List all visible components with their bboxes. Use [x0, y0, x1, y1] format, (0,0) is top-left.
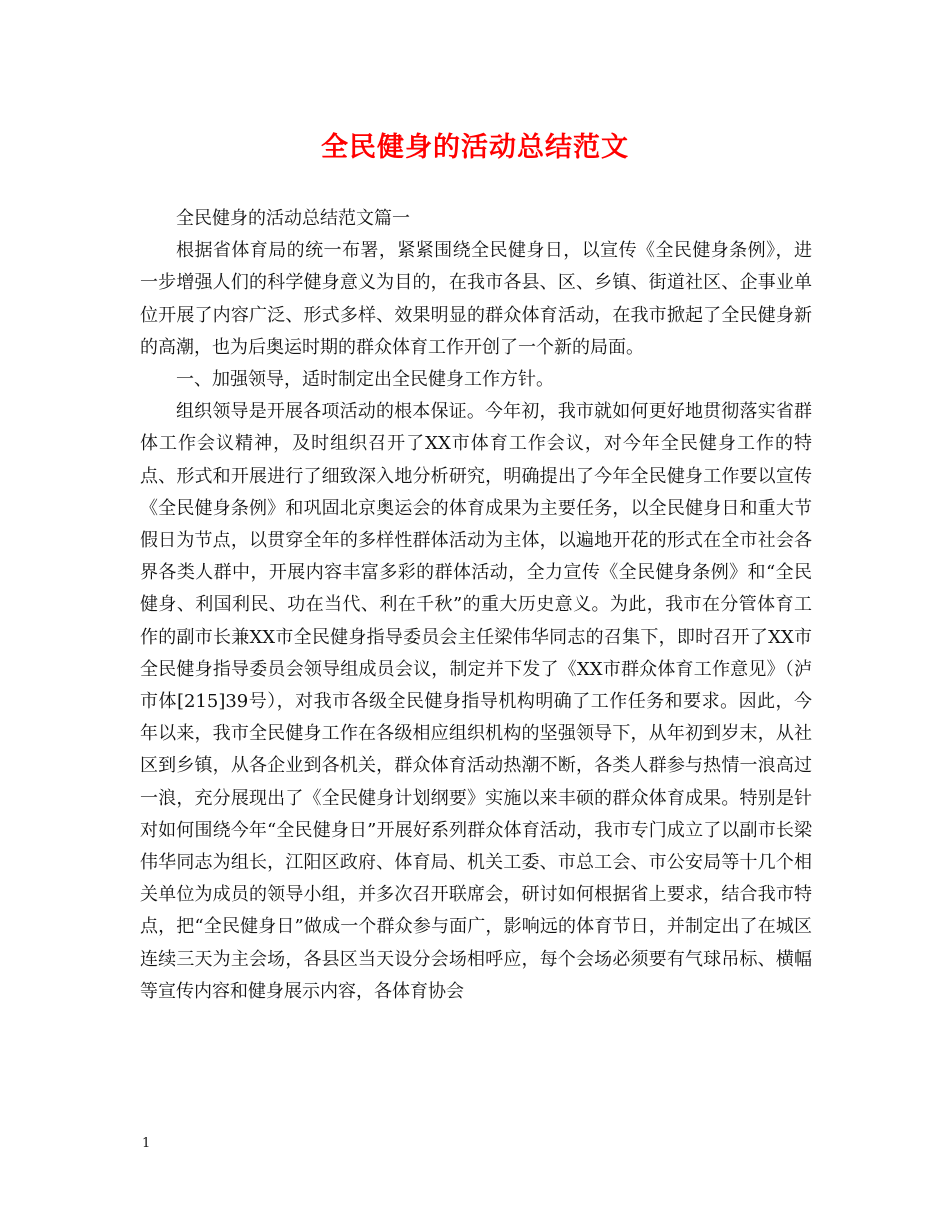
document-title: 全民健身的活动总结范文 [321, 132, 629, 163]
document-body [140, 203, 812, 1008]
body-paragraph: 全民健身的活动总结范文篇一 [176, 208, 410, 229]
body-paragraph: 根据省体育局的统一布署，紧紧围绕全民健身日，以宣传《全民健身条例》，进一步增强人们的科学健身意义为目的，在我市各县、区、乡镇、街道社区、企事业单位开展了内容广泛、形式多样、效果明显的群众体育活动，在我市掀起了全民健身新的高潮，也为后奥运时期的群众体育工作开创了一个新的局面。 [140, 240, 812, 358]
body-paragraph: 一、加强领导，适时制定出全民健身工作方针。 [176, 369, 554, 391]
page-number: 1 [142, 1136, 151, 1151]
body-paragraph: 组织领导是开展各项活动的根本保证。今年初，我市就如何更好地贯彻落实省群体工作会议精神，及时组织召开了XX市体育工作会议，对今年全民健身工作的特点、形式和开展进行了细致深入地分析研究，明确提出了今年全民健身工作要以宣传《全民健身条例》和巩固北京奥运会的体育成果为主要任务，以全民健身日和重大节假日为节点，以贯穿全年的多样性群体活动为主体，以遍地开花的形式在全市社会各界各类人群中，开展内容丰富多彩的群体活动，全力宣传《全民健身条例》和“全民健身、利国利民、功在当代、利在千秋”的重大历史意义。为此，我市在分管体育工作的副市长兼XX市全民健身指导委员会主任梁伟华同志的召集下，即时召开了XX市全民健身指导委员会领导组成员会议，制定并下发了《XX市群众体育工作意见》（泸市体[215]39号），对我市各级全民健身指导机构明确了工作任务和要求。因此，今年以来，我市全民健身工作在各级相应组织机构的坚强领导下，从年初到岁末，从社区到乡镇，从各企业到各机关，群众体育活动热潮不断，各类人群参与热情一浪高过一浪，充分展现出了《全民健身计划纲要》实施以来丰硕的群众体育成果。特别是针对如何围绕今年“全民健身日”开展好系列群众体育活动，我市专门成立了以副市长梁伟华同志为组长，江阳区政府、体育局、机关工委、市总工会、市公安局等十几个相关单位为成员的领导小组，并多次召开联席会，研讨如何根据省上要求，结合我市特点，把“全民健身日”做成一个群众参与面广，影响远的体育节日，并制定出了在城区连续三天为主会场，各县区当天设分会场相呼应，每个会场必须要有气球吊标、横幅等宣传内容和健身展示内容，各体育协会 [140, 401, 812, 1002]
